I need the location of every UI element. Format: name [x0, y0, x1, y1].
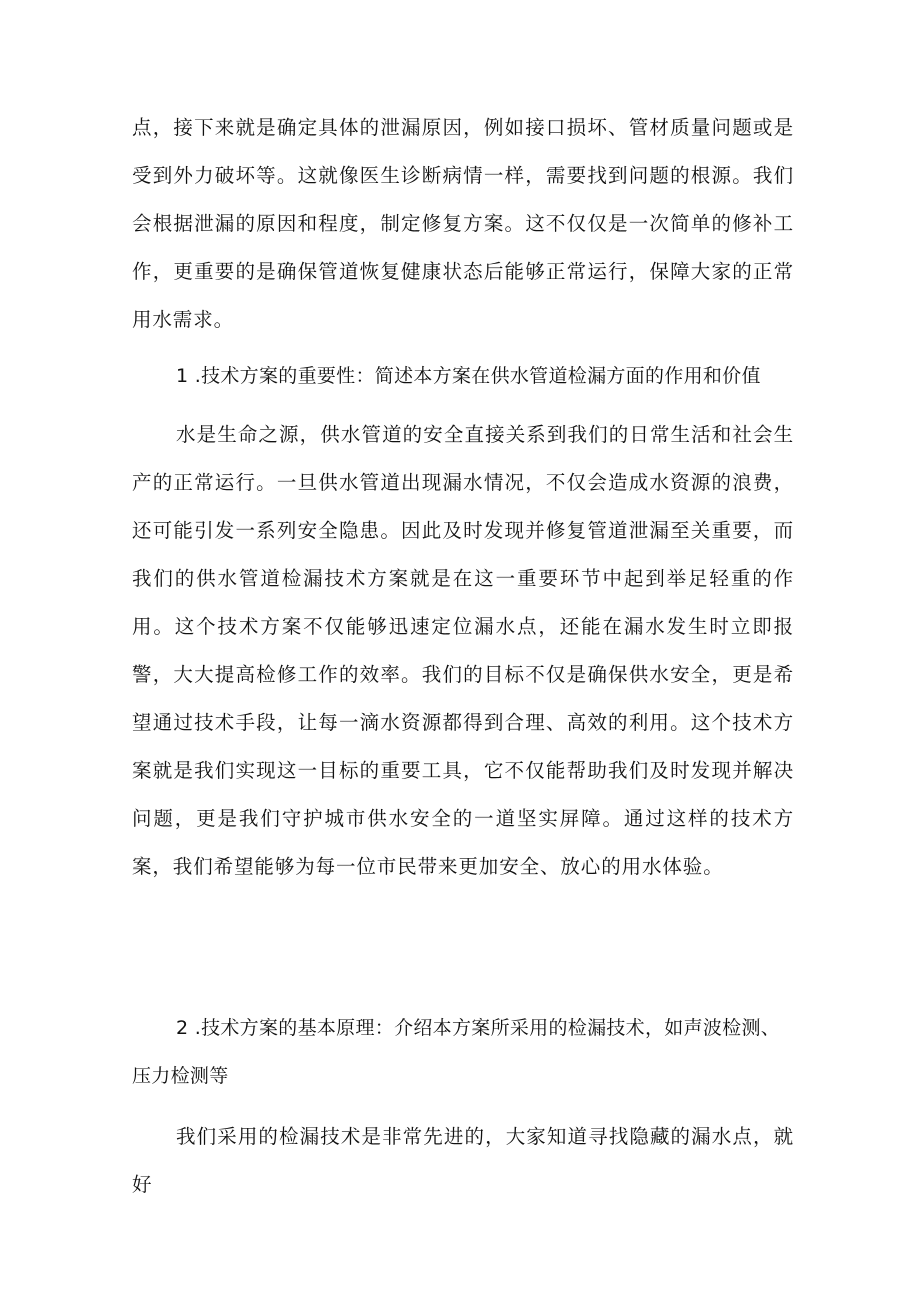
section-heading-1: 1 .技术方案的重要性：简述本方案在供水管道检漏方面的作用和价值 — [176, 365, 761, 387]
paragraph-principle: 我们采用的检漏技术是非常先进的，大家知道寻找隐藏的漏水点，就好 — [132, 1125, 794, 1196]
section-heading-2: 2 .技术方案的基本原理：介绍本方案所采用的检漏技术，如声波检测、压力检测等 — [132, 1017, 781, 1087]
paragraph-importance: 水是生命之源，供水管道的安全直接关系到我们的日常生活和社会生产的正常运行。一旦供水管道出现漏水情况，不仅会造成水资源的浪费，还可能引发一系列安全隐患。因此及时发现并修复管道泄漏至关重要，而我们的供水管道检漏技术方案就是在这一重要环节中起到举足轻重的作用。这个技术方案不仅能够迅速定位漏水点，还能在漏水发生时立即报警，大大提高检修工作的效率。我们的目标不仅是确保供水安全，更是希望通过技术手段，让每一滴水资源都得到合理、高效的利用。这个技术方案就是我们实现这一目标的重要工具，它不仅能帮助我们及时发现并解决问题，更是我们守护城市供水安全的一道坚实屏障。通过这样的技术方案，我们希望能够为每一位市民带来更加安全、放心的用水体验。 — [132, 423, 794, 878]
paragraph-leak-repair: 点，接下来就是确定具体的泄漏原因，例如接口损坏、管材质量问题或是受到外力破坏等。这就像医生诊断病情一样，需要找到问题的根源。我们会根据泄漏的原因和程度，制定修复方案。这不仅仅是一次简单的修补工作，更重要的是确保管道恢复健康状态后能够正常运行，保障大家的正常用水需求。 — [132, 116, 794, 331]
